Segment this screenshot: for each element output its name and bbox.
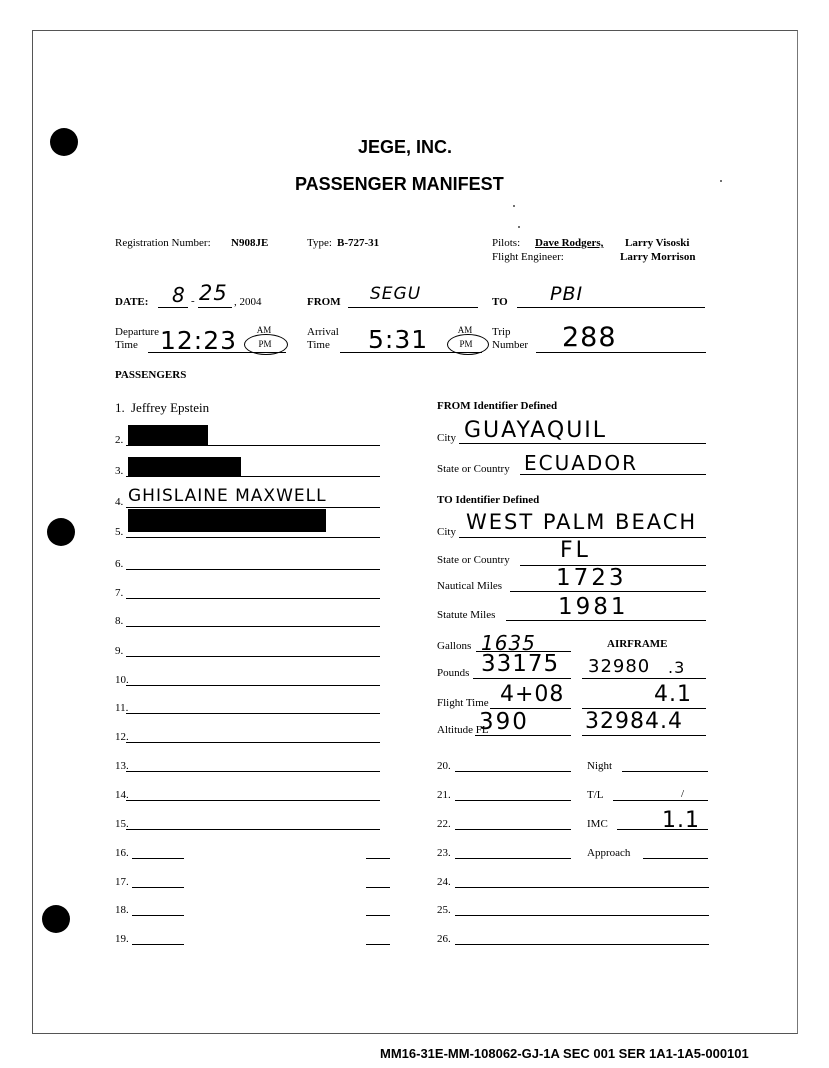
detail-row-line: [455, 771, 571, 772]
statute-miles-label: Statute Miles: [437, 609, 496, 621]
detail-row-number: 22.: [437, 818, 451, 830]
pilot-2: Larry Visoski: [625, 237, 690, 249]
detail-row-line: [455, 858, 571, 859]
airframe-2-value: 4.1: [654, 682, 692, 707]
passenger-line: [126, 829, 380, 830]
detail-row-number: 21.: [437, 789, 451, 801]
date-separator: -: [191, 295, 195, 307]
document-title: PASSENGER MANIFEST: [295, 174, 504, 194]
passenger-line: [366, 887, 390, 888]
date-year: , 2004: [234, 296, 262, 308]
passenger-line: [126, 445, 380, 446]
detail-row-line: [455, 944, 709, 945]
nautical-miles-value: 1723: [556, 565, 627, 591]
scan-speck: [518, 226, 520, 228]
passenger-number: 18.: [115, 904, 129, 916]
departure-pm: PM: [258, 339, 272, 349]
from-identifier-heading: FROM Identifier Defined: [437, 400, 558, 412]
redaction-box: [128, 457, 241, 477]
airframe-3-value: 32984.4: [585, 709, 683, 734]
pilot-1: Dave Rodgers,: [535, 237, 604, 249]
passenger-number: 11.: [115, 702, 129, 714]
date-month: 8: [172, 283, 186, 307]
altitude-line: [475, 735, 571, 736]
passenger-line: [132, 887, 184, 888]
detail-row-number: 26.: [437, 933, 451, 945]
gallons-label: Gallons: [437, 640, 472, 652]
departure-am: AM: [256, 325, 272, 335]
type-value: B-727-31: [337, 237, 380, 249]
departure-value: 12:23: [160, 326, 238, 355]
airframe-1-line: [582, 678, 706, 679]
passenger-line: [126, 598, 380, 599]
departure-label-1: Departure: [115, 326, 159, 338]
detail-row-value-line: [622, 771, 708, 772]
passenger-number: 9.: [115, 645, 124, 657]
detail-row-value-line: [643, 858, 708, 859]
detail-row-number: 20.: [437, 760, 451, 772]
passenger-line: [126, 742, 380, 743]
detail-row-line: [455, 829, 571, 830]
pounds-line: [473, 678, 571, 679]
pilots-label: Pilots:: [492, 237, 521, 249]
from-state-label: State or Country: [437, 463, 510, 475]
detail-row-label: T/L: [587, 789, 604, 801]
altitude-label: Altitude FL: [437, 724, 489, 736]
company-name: JEGE, INC.: [358, 137, 453, 157]
punch-hole-middle: [47, 518, 75, 546]
passenger-number: 19.: [115, 933, 129, 945]
punch-hole-bottom: [42, 905, 70, 933]
nautical-miles-line: [510, 591, 706, 592]
passenger-number: 15.: [115, 818, 129, 830]
from-city-label: City: [437, 432, 456, 444]
airframe-1-value: 32980: [588, 656, 651, 677]
passenger-line: [126, 685, 380, 686]
pounds-value: 33175: [481, 651, 560, 677]
statute-miles-value: 1981: [558, 594, 629, 620]
from-line: [348, 307, 478, 308]
detail-row-label: IMC: [587, 818, 608, 830]
passenger-number: 4.: [115, 496, 124, 508]
passenger-number: 17.: [115, 876, 129, 888]
arrival-am: AM: [457, 325, 473, 335]
passenger-line: [126, 507, 380, 508]
punch-hole-top: [50, 128, 78, 156]
from-city-value: GUAYAQUIL: [464, 418, 608, 443]
scan-speck: [720, 180, 722, 182]
departure-label-2: Time: [115, 339, 138, 351]
airframe-label: AIRFRAME: [607, 638, 668, 650]
passenger-line: [126, 569, 380, 570]
type-label: Type:: [307, 237, 332, 249]
arrival-label-2: Time: [307, 339, 330, 351]
detail-row-line: [455, 915, 709, 916]
passenger-number: 10.: [115, 674, 129, 686]
passenger-line: [132, 858, 184, 859]
arrival-value: 5:31: [368, 325, 429, 354]
to-state-value: FL: [560, 538, 591, 563]
passenger-number: 8.: [115, 615, 124, 627]
scan-speck: [513, 205, 515, 207]
passenger-line: [126, 713, 380, 714]
flight-time-value: 4+08: [500, 682, 565, 707]
passenger-line: [126, 800, 380, 801]
arrival-label-1: Arrival: [307, 326, 339, 338]
pounds-label: Pounds: [437, 667, 470, 679]
arrival-pm: PM: [459, 339, 473, 349]
engineer-value: Larry Morrison: [620, 251, 696, 263]
passengers-heading: PASSENGERS: [115, 369, 187, 381]
to-line: [517, 307, 705, 308]
date-label: DATE:: [115, 296, 149, 308]
detail-row-number: 23.: [437, 847, 451, 859]
date-day-line: [198, 307, 232, 308]
to-identifier-heading: TO Identifier Defined: [437, 494, 540, 506]
passenger-number: 13.: [115, 760, 129, 772]
registration-value: N908JE: [231, 237, 269, 249]
from-value: SEGU: [370, 284, 422, 304]
passenger-name: GHISLAINE MAXWELL: [128, 486, 327, 506]
to-label: TO: [492, 296, 508, 308]
airframe-3-line: [582, 735, 706, 736]
trip-label-1: Trip: [492, 326, 511, 338]
flight-time-label: Flight Time: [437, 697, 489, 709]
to-city-label: City: [437, 526, 456, 538]
nautical-miles-label: Nautical Miles: [437, 580, 503, 592]
detail-row-line: [455, 887, 709, 888]
to-value: PBI: [550, 283, 584, 305]
detail-row-value-line: [613, 800, 708, 801]
detail-row-label: Approach: [587, 847, 631, 859]
passenger-line: [126, 771, 380, 772]
altitude-value: 390: [479, 709, 529, 735]
passenger-line: [132, 915, 184, 916]
passenger-line: [126, 537, 380, 538]
passenger-line: [126, 656, 380, 657]
redaction-box: [128, 509, 326, 532]
statute-miles-line: [506, 620, 706, 621]
bates-number: MM16-31E-MM-108062-GJ-1A SEC 001 SER 1A1-1A5-000101: [380, 1046, 749, 1061]
passenger-name: Jeffrey Epstein: [131, 400, 210, 415]
passenger-line: [366, 858, 390, 859]
date-day: 25: [199, 281, 228, 305]
detail-row-value: 1.1: [662, 808, 700, 833]
gallons-value: 1635: [481, 631, 536, 655]
detail-row-number: 25.: [437, 904, 451, 916]
detail-row-label: Night: [587, 760, 613, 772]
from-city-line: [459, 443, 706, 444]
passenger-number: 2.: [115, 434, 124, 446]
passenger-number: 3.: [115, 465, 124, 477]
to-state-label: State or Country: [437, 554, 510, 566]
passenger-line: [366, 944, 390, 945]
redaction-box: [128, 425, 208, 445]
passenger-line: [126, 626, 380, 627]
trip-label-2: Number: [492, 339, 529, 351]
detail-row-value: /: [681, 788, 685, 800]
passenger-number: 14.: [115, 789, 129, 801]
airframe-1b-value: .3: [668, 658, 686, 677]
passenger-number: 12.: [115, 731, 129, 743]
passenger-number: 6.: [115, 558, 124, 570]
registration-label: Registration Number:: [115, 237, 211, 249]
passenger-number: 16.: [115, 847, 129, 859]
detail-row-number: 24.: [437, 876, 451, 888]
date-month-line: [158, 307, 188, 308]
passenger-number: 5.: [115, 526, 124, 538]
passenger-number: 7.: [115, 587, 124, 599]
trip-value: 288: [562, 322, 617, 353]
passenger-number: 1.: [115, 400, 125, 415]
passenger-line: [366, 915, 390, 916]
detail-row-line: [455, 800, 571, 801]
from-state-value: ECUADOR: [524, 451, 638, 475]
engineer-label: Flight Engineer:: [492, 251, 564, 263]
passenger-line: [132, 944, 184, 945]
to-city-value: WEST PALM BEACH: [466, 510, 698, 534]
from-label: FROM: [307, 296, 341, 308]
